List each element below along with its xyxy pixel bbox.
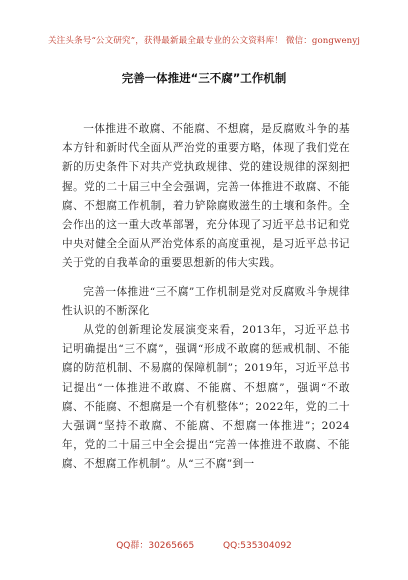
document-title: 完善一体推进“三不腐”工作机制 <box>121 71 287 85</box>
header-banner: 关注头条号“公文研究”，获得最新最全最专业的公文资料库！ 微信：gongwenyj <box>47 36 361 46</box>
document-body <box>62 120 350 475</box>
qq-contact-number: QQ:535304092 <box>223 541 292 551</box>
paragraph-intro: 一体推进不敢腐、不能腐、不想腐，是反腐败斗争的基本方针和新时代全面从严治党的重要方略，体现了我们党在新的历史条件下对共产党执政规律、党的建设规律的深刻把握。党的二十届三中全会强调，完善一体推进不敢腐、不能腐、不想腐工作机制，着力铲除腐败滋生的土壤和条件。全会作出的这一重大改革部署，充分体现了习近平总书记和党中央对健全全面从严治党体系的高度重视，是习近平总书记关于党的自我革命的重要思想新的伟大实践。 <box>62 123 350 270</box>
footer-contact <box>0 538 408 551</box>
paragraph-section-heading: 完善一体推进“三不腐”工作机制是党对反腐败斗争规律性认识的不断深化 <box>62 285 350 317</box>
paragraph-history: 从党的创新理论发展演变来看，2013年，习近平总书记明确提出“三不腐”，强调“形成不敢腐的惩戒机制、不能腐的防范机制、不易腐的保障机制”；2019年，习近平总书记提出“一体推进不敢腐、不能腐、不想腐”，强调“不敢腐、不能腐、不想腐是一个有机整体”；2022年，党的二十大强调“坚持不敢腐、不能腐、不想腐一体推进”；2024年，党的二十届三中全会提出“完善一体推进不敢腐、不能腐、不想腐工作机制”。从“三不腐”到一 <box>62 324 350 471</box>
qq-group-number: QQ群：30265665 <box>116 541 195 551</box>
